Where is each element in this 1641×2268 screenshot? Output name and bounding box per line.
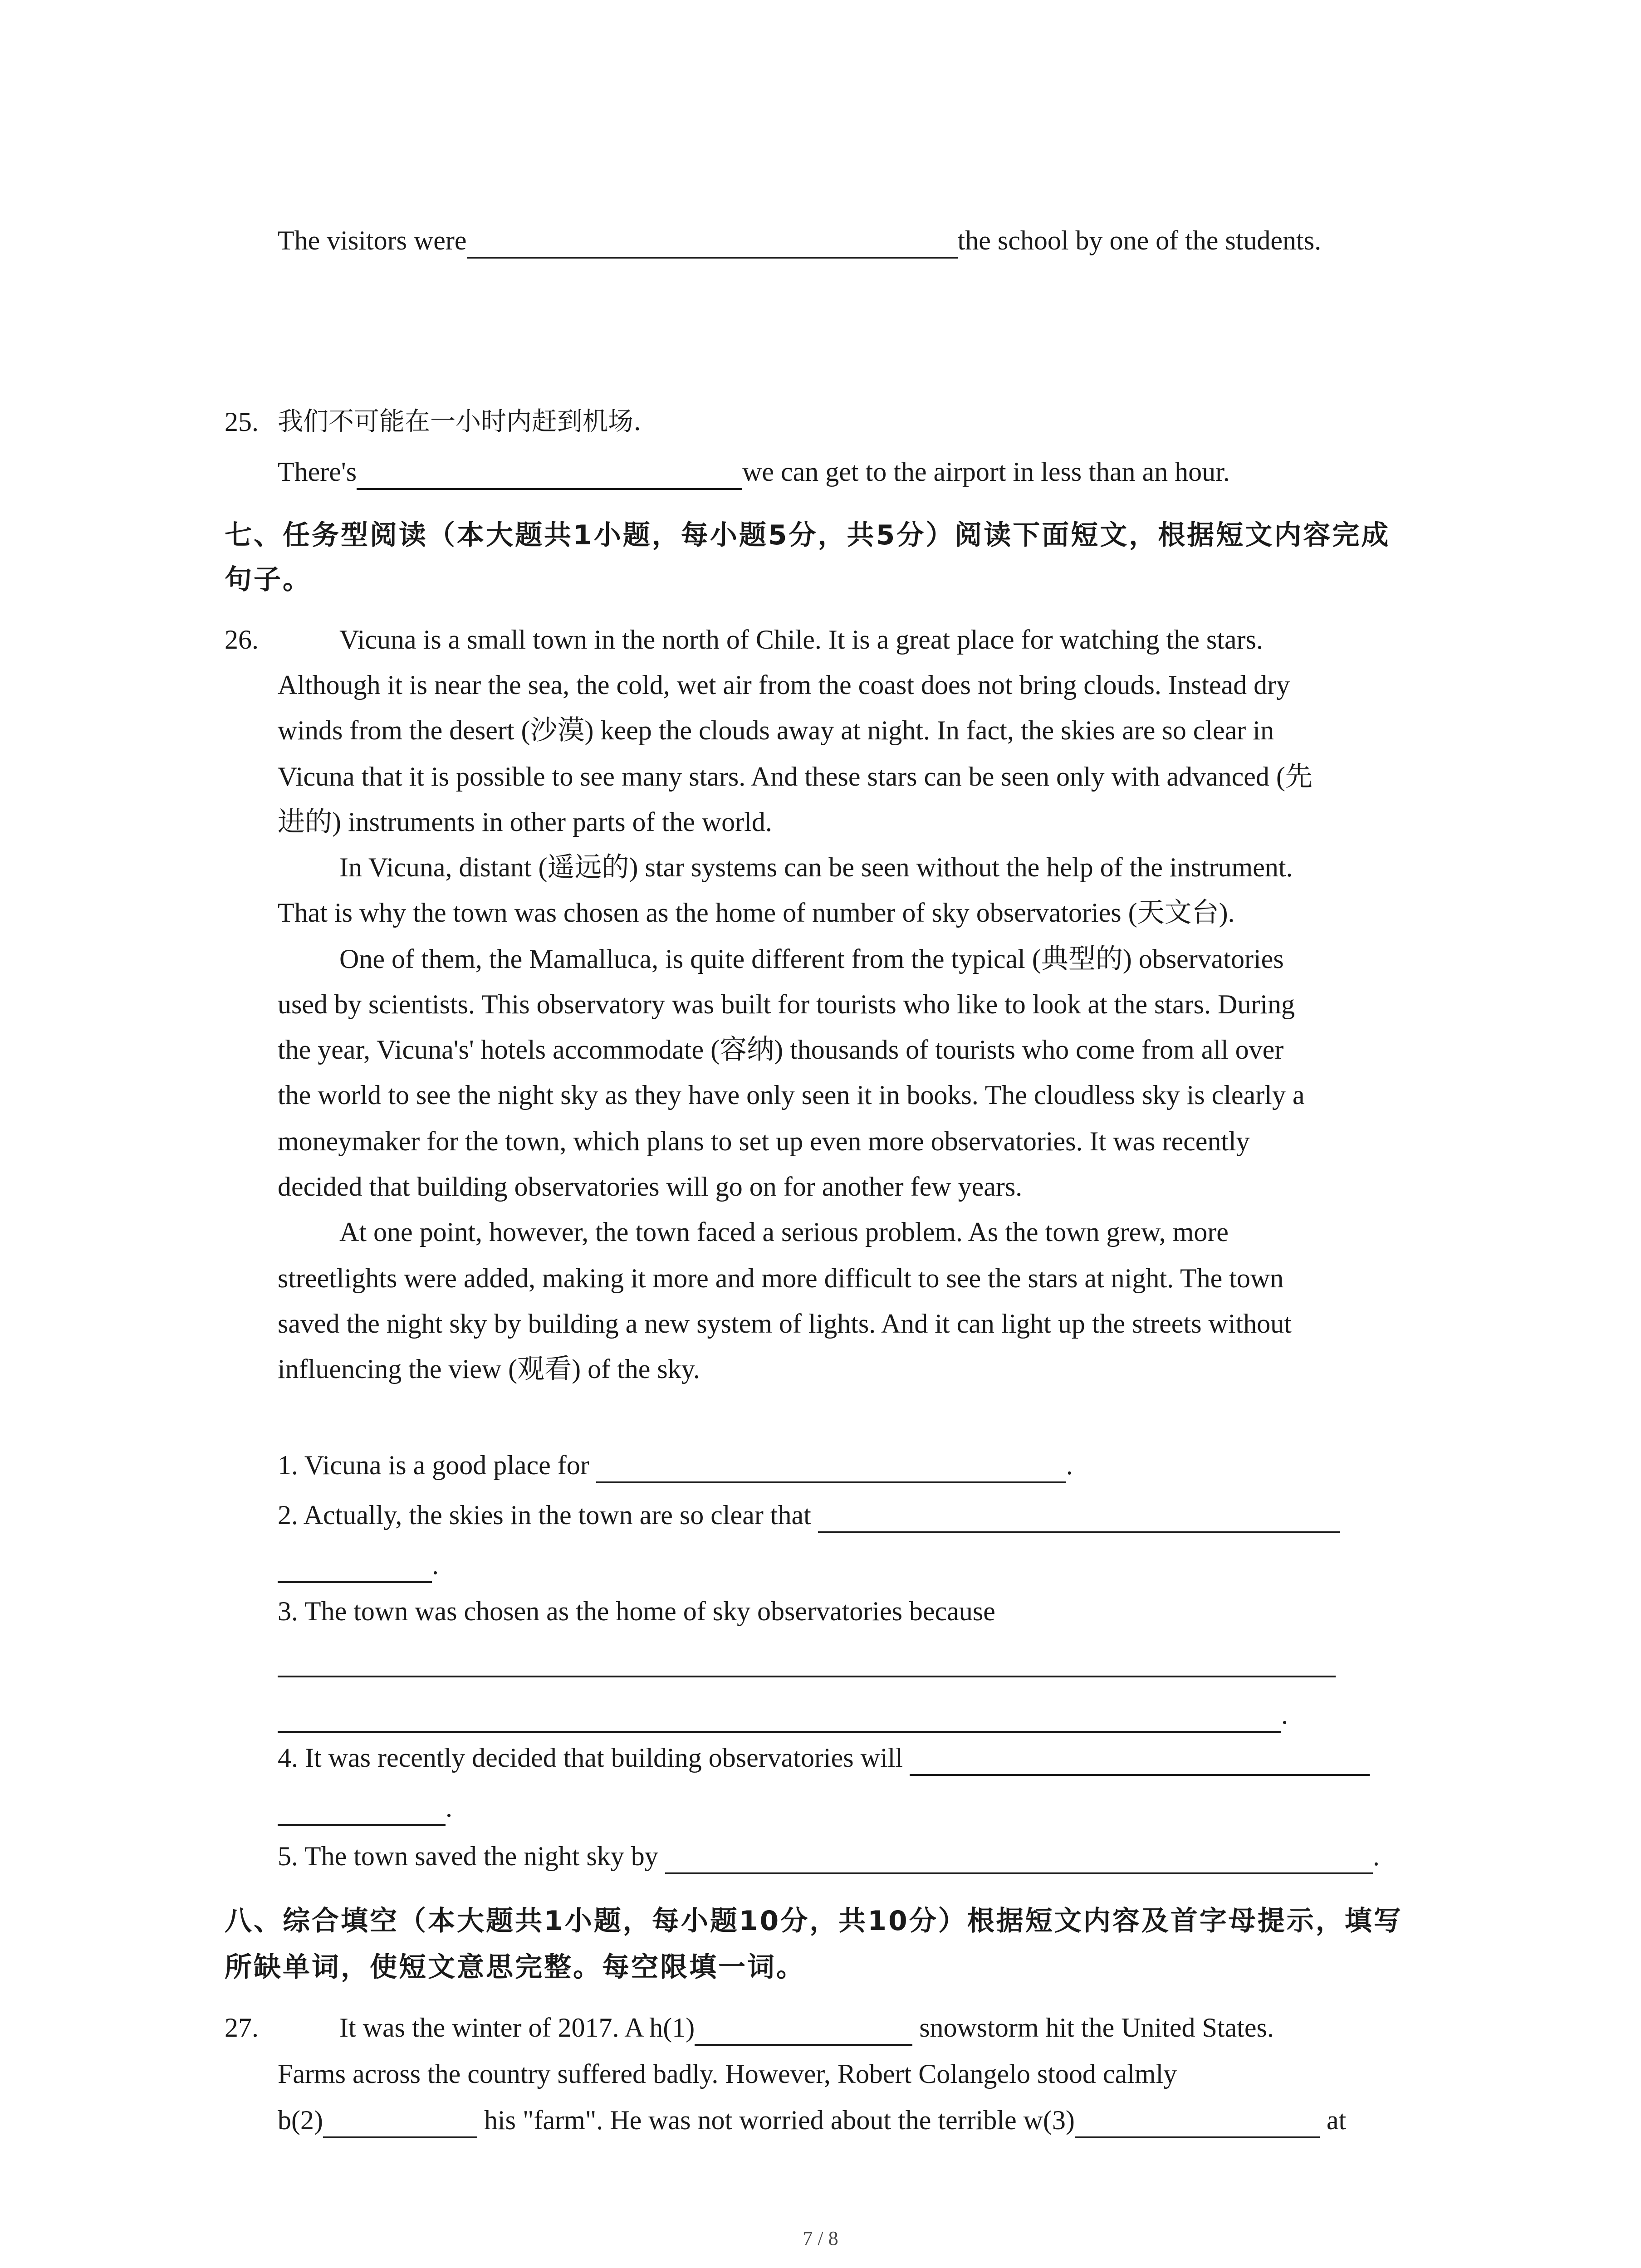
page-number: 7 / 8	[803, 2227, 838, 2249]
q26-q3-blank-a[interactable]	[278, 1676, 1336, 1677]
q26-question-1	[278, 1447, 1073, 1483]
q24-after: the school by one of the students.	[957, 225, 1322, 255]
passage-line: saved the night sky by building a new system of lights. And it can light up the streets without	[278, 1309, 1292, 1339]
q26-question-2-text: 2. Actually, the skies in the town are so clear that	[278, 1500, 811, 1530]
q26-q4-blank-a[interactable]	[910, 1746, 1370, 1776]
section8-heading-line2: 所缺单词，使短文意思完整。每空限填一词。	[225, 1951, 805, 1983]
q26-q3-blank-b[interactable]	[278, 1703, 1281, 1733]
q27-line-3-a: b(2)	[278, 2105, 323, 2135]
q26-q4-blank-b[interactable]	[278, 1796, 446, 1826]
passage-line: decided that building observatories will go on for another few years.	[278, 1172, 1023, 1202]
q26-q1-blank[interactable]	[596, 1453, 1066, 1483]
passage-line: the world to see the night sky as they have only seen it in books. The cloudless sky is clearly a	[278, 1080, 1305, 1110]
q26-question-4-cont	[278, 1789, 452, 1826]
passage-line: At one point, however, the town faced a serious problem. As the town grew, more	[339, 1217, 1229, 1247]
q25-after: we can get to the airport in less than an hour.	[742, 457, 1230, 487]
passage-line: streetlights were added, making it more and more difficult to see the stars at night. The town	[278, 1263, 1284, 1293]
q26-q2-blank-b[interactable]	[278, 1553, 432, 1583]
q25-answer-blank[interactable]	[357, 460, 742, 490]
q26-question-1-text: 1. Vicuna is a good place for	[278, 1450, 589, 1480]
q26-question-4	[278, 1740, 1370, 1776]
q27-blank-1[interactable]	[695, 2016, 912, 2046]
q26-question-3: 3. The town was chosen as the home of sky observatories because	[278, 1596, 995, 1626]
q27-blank-3[interactable]	[1075, 2108, 1320, 2138]
passage-line: winds from the desert (沙漠) keep the clouds away at night. In fact, the skies are so clear in	[278, 715, 1274, 745]
q27-line-1	[339, 2009, 1274, 2046]
passage-line: 进的) instruments in other parts of the world.	[278, 807, 772, 837]
q25-chinese: 我们不可能在一小时内赶到机场.	[278, 407, 642, 436]
q26-q5-blank[interactable]	[665, 1844, 1373, 1874]
passage-line: In Vicuna, distant (遥远的) star systems can be seen without the help of the instrument.	[339, 852, 1293, 882]
q26-question-2	[278, 1497, 1340, 1533]
q26-question-4-text: 4. It was recently decided that building observatories will	[278, 1743, 903, 1773]
q26-number: 26.	[225, 625, 259, 655]
q26-q4-period: .	[446, 1793, 452, 1823]
passage-line: used by scientists. This observatory was built for tourists who like to look at the stars. During	[278, 989, 1295, 1019]
q27-line-1-b: snowstorm hit the United States.	[919, 2013, 1274, 2043]
q26-q3-period: .	[1281, 1700, 1288, 1730]
q27-line-3	[278, 2102, 1346, 2138]
q26-q5-period: .	[1372, 1841, 1380, 1871]
q26-q1-period: .	[1066, 1450, 1073, 1480]
passage-line: moneymaker for the town, which plans to set up even more observatories. It was recently	[278, 1126, 1250, 1156]
q27-line-1-a: It was the winter of 2017. A h(1)	[339, 2013, 695, 2043]
passage-line: the year, Vicuna's' hotels accommodate (容纳) thousands of tourists who come from all over	[278, 1035, 1284, 1065]
q25-sentence	[278, 454, 1230, 490]
q25-before: There's	[278, 457, 357, 487]
q27-number: 27.	[225, 2013, 259, 2043]
passage-line: Vicuna is a small town in the north of Chile. It is a great place for watching the stars.	[339, 625, 1263, 655]
q26-question-2-cont	[278, 1547, 439, 1583]
q27-blank-2[interactable]	[323, 2108, 477, 2138]
section8-heading-line1: 八、综合填空（本大题共1小题，每小题10分，共10分）根据短文内容及首字母提示，填写	[225, 1905, 1403, 1937]
q26-question-3-cont	[278, 1696, 1288, 1733]
q25-number: 25.	[225, 407, 259, 437]
section7-heading-line1: 七、任务型阅读（本大题共1小题，每小题5分，共5分）阅读下面短文，根据短文内容完成	[225, 519, 1391, 551]
q26-q2-blank-a[interactable]	[818, 1503, 1340, 1533]
passage-line: influencing the view (观看) of the sky.	[278, 1354, 700, 1384]
q27-line-3-b: his "farm". He was not worried about the terrible w(3)	[484, 2105, 1075, 2135]
q26-question-5-text: 5. The town saved the night sky by	[278, 1841, 658, 1871]
q26-q2-period: .	[432, 1550, 439, 1580]
q26-question-5	[278, 1838, 1380, 1874]
passage-line: Vicuna that it is possible to see many stars. And these stars can be seen only with advanced (先	[278, 762, 1313, 792]
q24-before: The visitors were	[278, 225, 467, 255]
q27-line-2: Farms across the country suffered badly. However, Robert Colangelo stood calmly	[278, 2059, 1177, 2089]
section7-heading-line2: 句子。	[225, 564, 312, 596]
passage-line: That is why the town was chosen as the home of number of sky observatories (天文台).	[278, 898, 1235, 928]
q27-line-3-c: at	[1326, 2105, 1347, 2135]
passage-line: Although it is near the sea, the cold, wet air from the coast does not bring clouds. Instead dry	[278, 670, 1290, 700]
q24-answer-blank[interactable]	[467, 229, 958, 259]
passage-line: One of them, the Mamalluca, is quite different from the typical (典型的) observatories	[339, 944, 1284, 974]
q24-sentence	[278, 222, 1321, 259]
